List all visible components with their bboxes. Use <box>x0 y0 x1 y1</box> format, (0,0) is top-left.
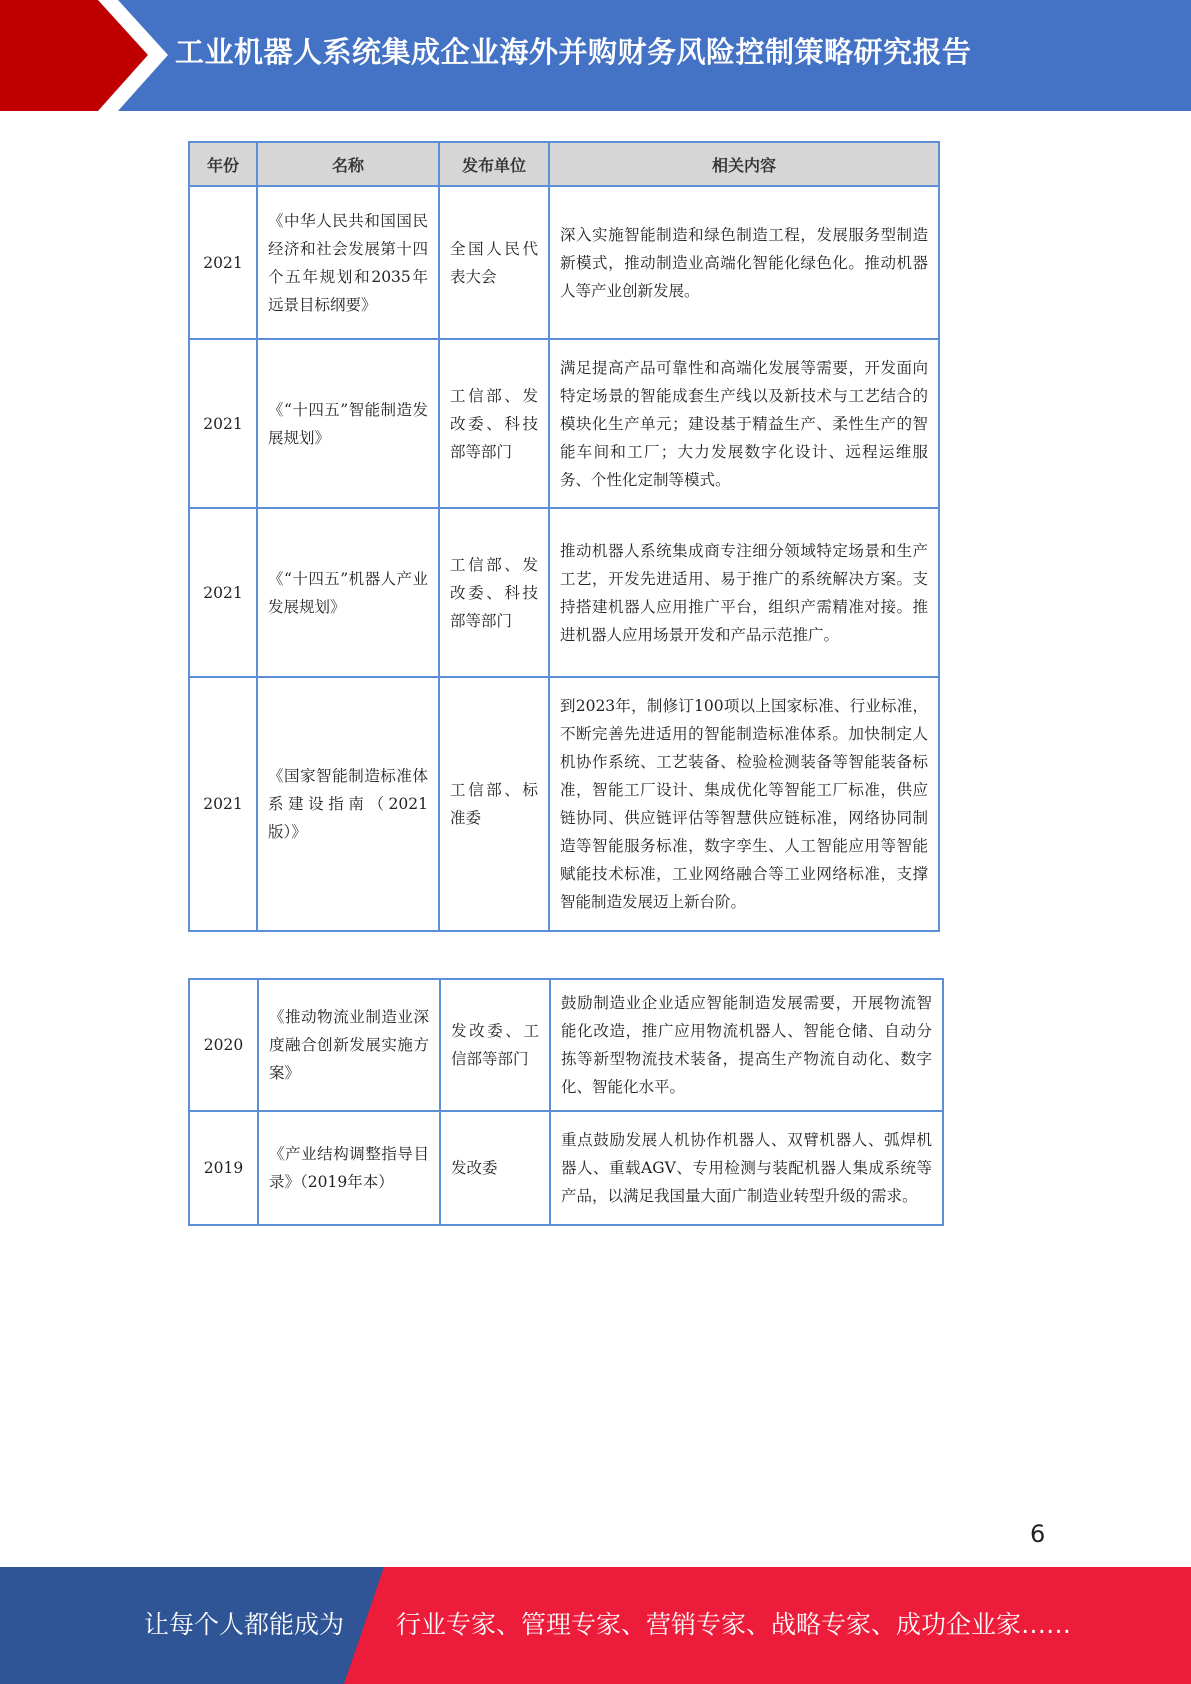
cell-name: 《“十四五”智能制造发展规划》 <box>257 339 439 508</box>
cell-year: 2019 <box>189 1111 258 1225</box>
cell-year: 2021 <box>189 508 257 677</box>
page-footer <box>0 1567 1191 1684</box>
table-header-row <box>189 142 939 186</box>
cell-content: 鼓励制造业企业适应智能制造发展需要，开展物流智能化改造，推广应用物流机器人、智能仓储、自动分拣等新型物流技术装备，提高生产物流自动化、数字化、智能化水平。 <box>550 979 943 1111</box>
cell-publisher: 工信部、发改委、科技部等部门 <box>439 508 549 677</box>
table-row <box>189 339 939 508</box>
cell-publisher: 工信部、发改委、科技部等部门 <box>439 339 549 508</box>
column-header-year: 年份 <box>189 142 257 186</box>
column-header-content: 相关内容 <box>549 142 939 186</box>
cell-content: 满足提高产品可靠性和高端化发展等需要，开发面向特定场景的智能成套生产线以及新技术与工艺结合的模块化生产单元；建设基于精益生产、柔性生产的智能车间和工厂；大力发展数字化设计、远程运维服务、个性化定制等模式。 <box>549 339 939 508</box>
page-header <box>0 0 1191 111</box>
column-header-publisher: 发布单位 <box>439 142 549 186</box>
cell-content: 重点鼓励发展人机协作机器人、双臂机器人、弧焊机器人、重载AGV、专用检测与装配机器人集成系统等产品，以满足我国量大面广制造业转型升级的需求。 <box>550 1111 943 1225</box>
cell-year: 2020 <box>189 979 258 1111</box>
table-row <box>189 1111 943 1225</box>
cell-content: 深入实施智能制造和绿色制造工程，发展服务型制造新模式，推动制造业高端化智能化绿色化。推动机器人等产业创新发展。 <box>549 186 939 339</box>
cell-content: 推动机器人系统集成商专注细分领域特定场景和生产工艺，开发先进适用、易于推广的系统解决方案。支持搭建机器人应用推广平台，组织产需精准对接。推进机器人应用场景开发和产品示范推广。 <box>549 508 939 677</box>
table-row <box>189 979 943 1111</box>
cell-publisher: 发改委 <box>440 1111 550 1225</box>
cell-publisher: 工信部、标准委 <box>439 677 549 931</box>
footer-slogan-right: 行业专家、管理专家、营销专家、战略专家、成功企业家…… <box>396 1610 1072 1639</box>
cell-name: 《国家智能制造标准体系建设指南（2021版）》 <box>257 677 439 931</box>
cell-year: 2021 <box>189 339 257 508</box>
cell-year: 2021 <box>189 186 257 339</box>
cell-publisher: 发改委、工信部等部门 <box>440 979 550 1111</box>
cell-name: 《产业结构调整指导目录》（2019年本） <box>258 1111 440 1225</box>
table-row <box>189 677 939 931</box>
policy-table <box>188 141 940 932</box>
cell-name: 《推动物流业制造业深度融合创新发展实施方案》 <box>258 979 440 1111</box>
cell-name: 《“十四五”机器人产业发展规划》 <box>257 508 439 677</box>
page-number: 6 <box>1030 1520 1046 1548</box>
cell-name: 《中华人民共和国国民经济和社会发展第十四个五年规划和2035年远景目标纲要》 <box>257 186 439 339</box>
policy-table-continued <box>188 978 944 1226</box>
cell-year: 2021 <box>189 677 257 931</box>
footer-slogan-left: 让每个人都能成为 <box>144 1610 345 1639</box>
table-row <box>189 508 939 677</box>
table-row <box>189 186 939 339</box>
cell-publisher: 全国人民代表大会 <box>439 186 549 339</box>
report-title: 工业机器人系统集成企业海外并购财务风险控制策略研究报告 <box>175 35 972 69</box>
cell-content: 到2023年，制修订100项以上国家标准、行业标准，不断完善先进适用的智能制造标准体系。加快制定人机协作系统、工艺装备、检验检测装备等智能装备标准，智能工厂设计、集成优化等智能工厂标准，供应链协同、供应链评估等智慧供应链标准，网络协同制造等智能服务标准，数字孪生、人工智能应用等智能赋能技术标准，工业网络融合等工业网络标准，支撑智能制造发展迈上新台阶。 <box>549 677 939 931</box>
column-header-name: 名称 <box>257 142 439 186</box>
